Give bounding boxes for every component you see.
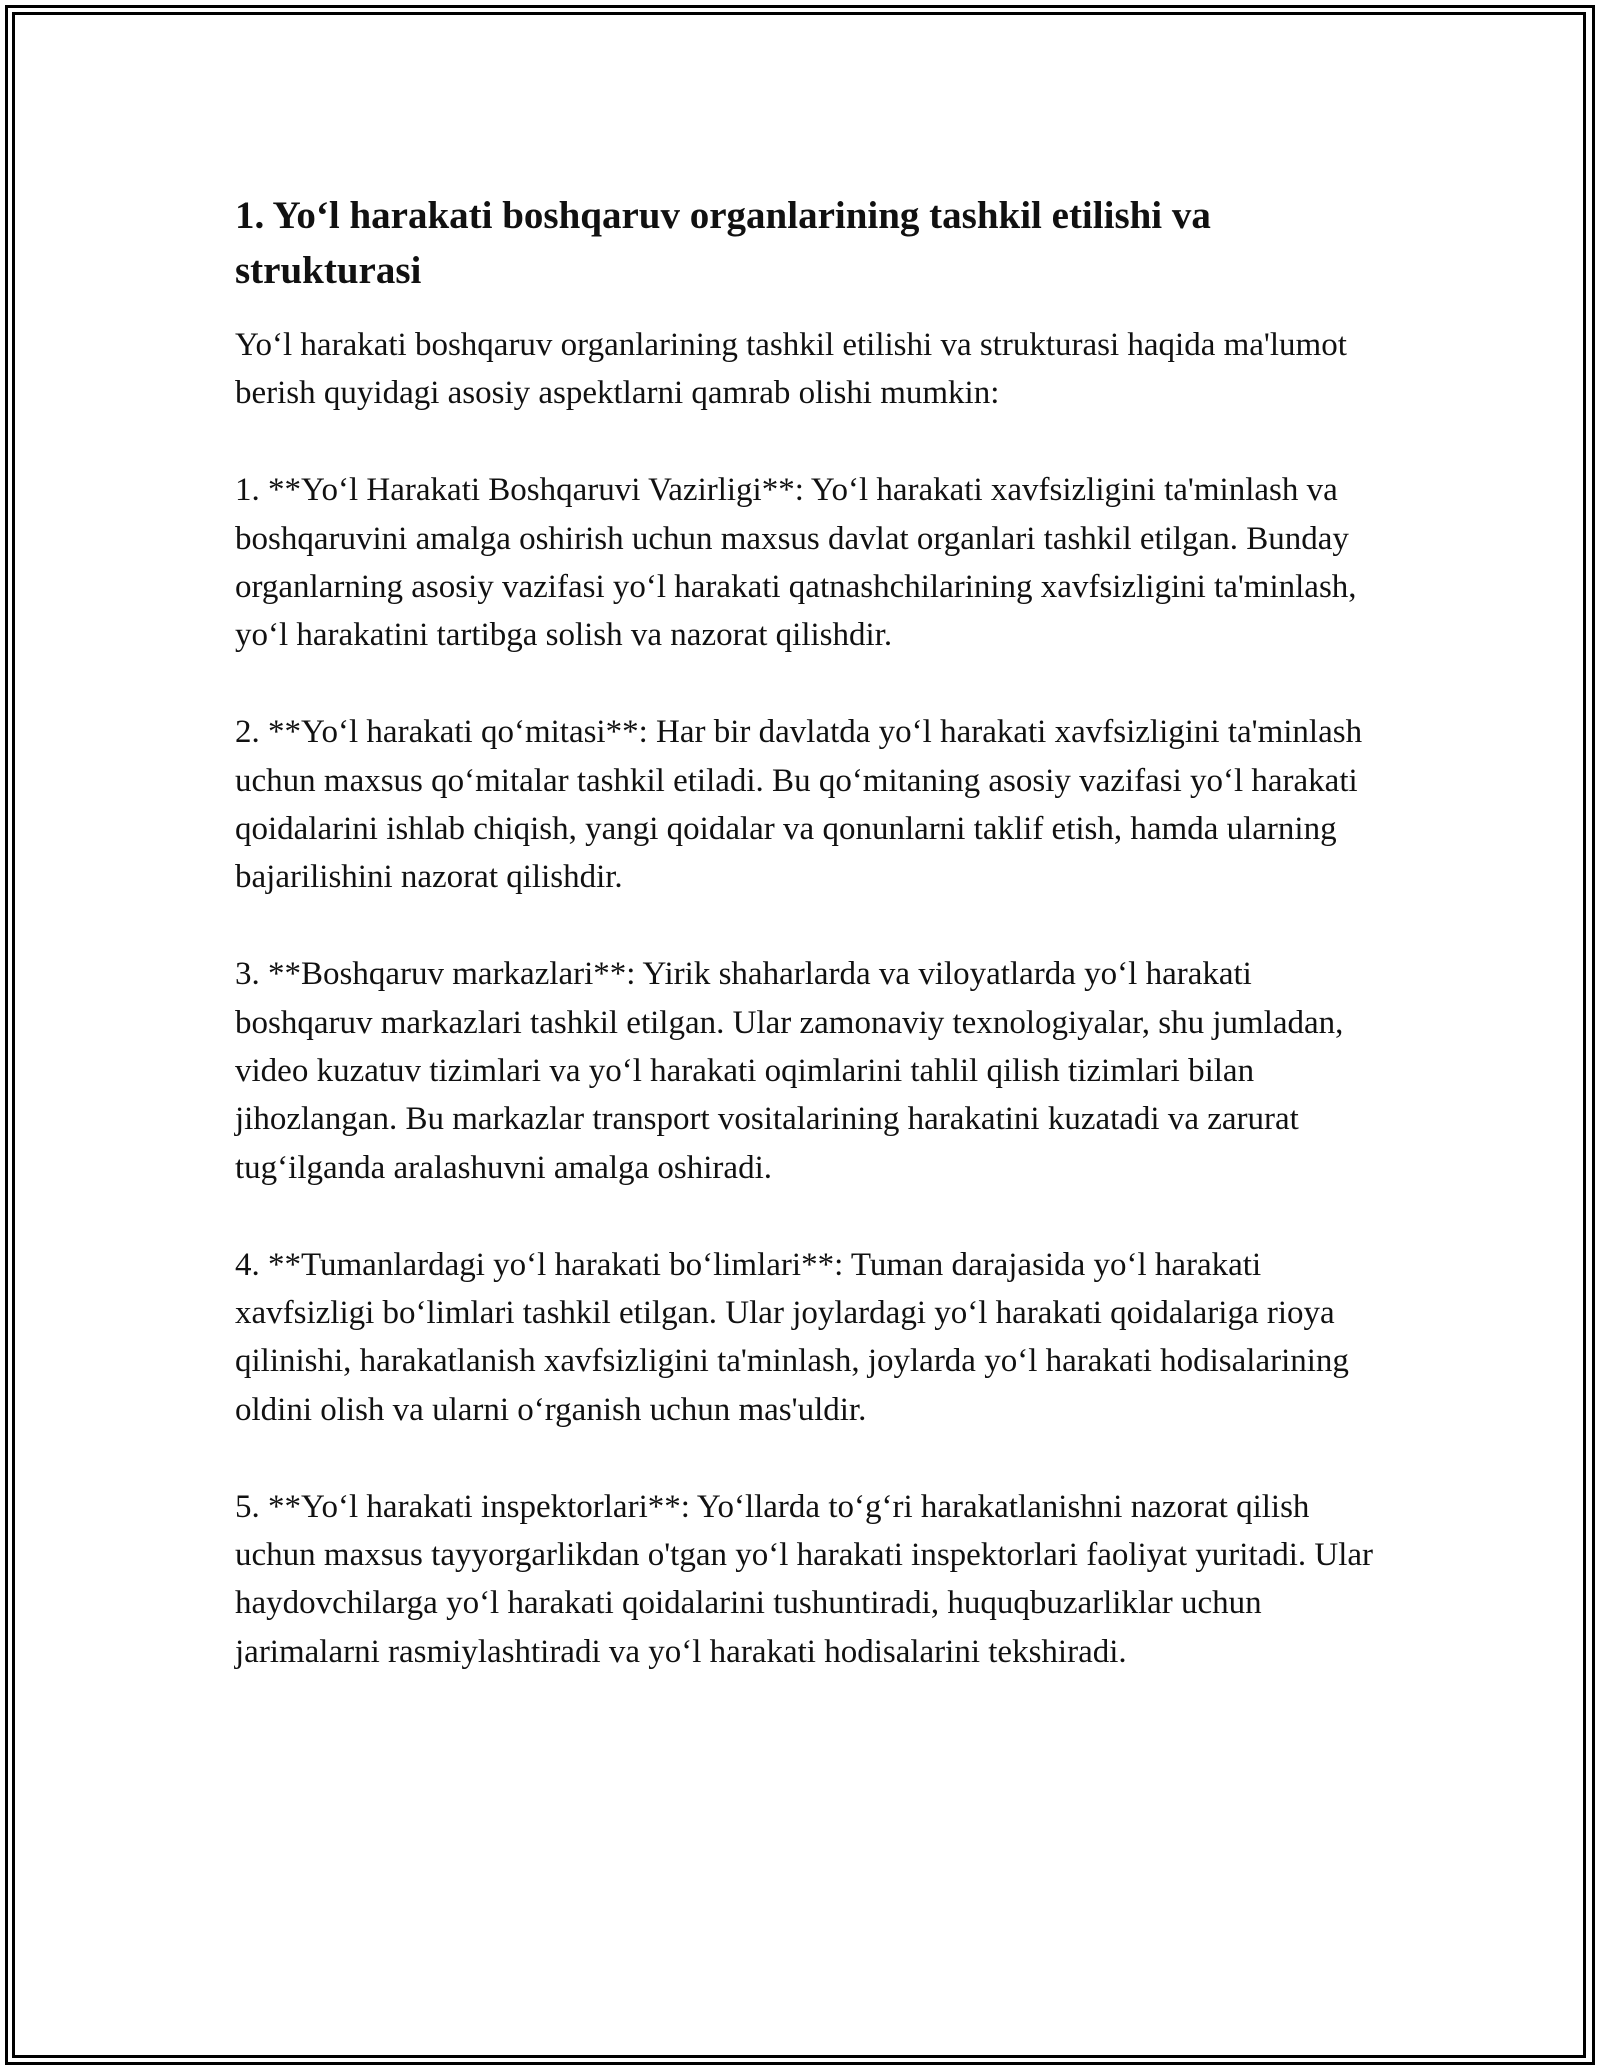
document-body [235, 188, 1375, 1676]
document-title: 1. Yo‘l harakati boshqaruv organlarining tashkil etilishi va strukturasi [235, 194, 1211, 292]
list-item-committee: 2. **Yo‘l harakati qo‘mitasi**: Har bir davlatda yo‘l harakati xavfsizligini ta'minlash uchun maxsus qo‘mitalar tashkil etiladi. Bu qo‘mitaning asosiy vazifasi yo‘l harakati qoidalarini ishlab chiqish, yangi qoidalar va qonunlarni taklif etish, hamda ularning bajarilishini nazorat qilishdir. [235, 714, 1363, 896]
intro-paragraph: Yo‘l harakati boshqaruv organlarining tashkil etilishi va strukturasi haqida ma'lumot berish quyidagi asosiy aspektlarni qamrab olishi mumkin: [235, 327, 1347, 412]
list-item-ministry: 1. **Yo‘l Harakati Boshqaruvi Vazirligi**: Yo‘l harakati xavfsizligini ta'minlash va boshqaruvini amalga oshirish uchun maxsus davlat organlari tashkil etilgan. Bunday organlarning asosiy vazifasi yo‘l harakati qatnashchilarining xavfsizligini ta'minlash, yo‘l harakatini tartibga solish va nazorat qilishdir. [235, 472, 1357, 654]
list-item-district-departments: 4. **Tumanlardagi yo‘l harakati bo‘limlari**: Tuman darajasida yo‘l harakati xavfsizligi bo‘limlari tashkil etilgan. Ular joylardagi yo‘l harakati qoidalariga rioya qilinishi, harakatlanish xavfsizligini ta'minlash, joylarda yo‘l harakati hodisalarining oldini olish va ularni o‘rganish uchun mas'uldir. [235, 1246, 1349, 1428]
list-item-inspectors: 5. **Yo‘l harakati inspektorlari**: Yo‘llarda to‘g‘ri harakatlanishni nazorat qilish uchun maxsus tayyorgarlikdan o'tgan yo‘l harakati inspektorlari faoliyat yuritadi. Ular haydovchilarga yo‘l harakati qoidalarini tushuntiradi, huquqbuzarliklar uchun jarimalarni rasmiylashtiradi va yo‘l harakati hodisalarini tekshiradi. [235, 1488, 1374, 1670]
list-item-control-centers: 3. **Boshqaruv markazlari**: Yirik shaharlarda va viloyatlarda yo‘l harakati boshqaruv markazlari tashkil etilgan. Ular zamonaviy texnologiyalar, shu jumladan, video kuzatuv tizimlari va yo‘l harakati oqimlarini tahlil qilish tizimlari bilan jihozlangan. Bu markazlar transport vositalarining harakatini kuzatadi va zarurat tug‘ilganda aralashuvni amalga oshiradi. [235, 956, 1344, 1186]
